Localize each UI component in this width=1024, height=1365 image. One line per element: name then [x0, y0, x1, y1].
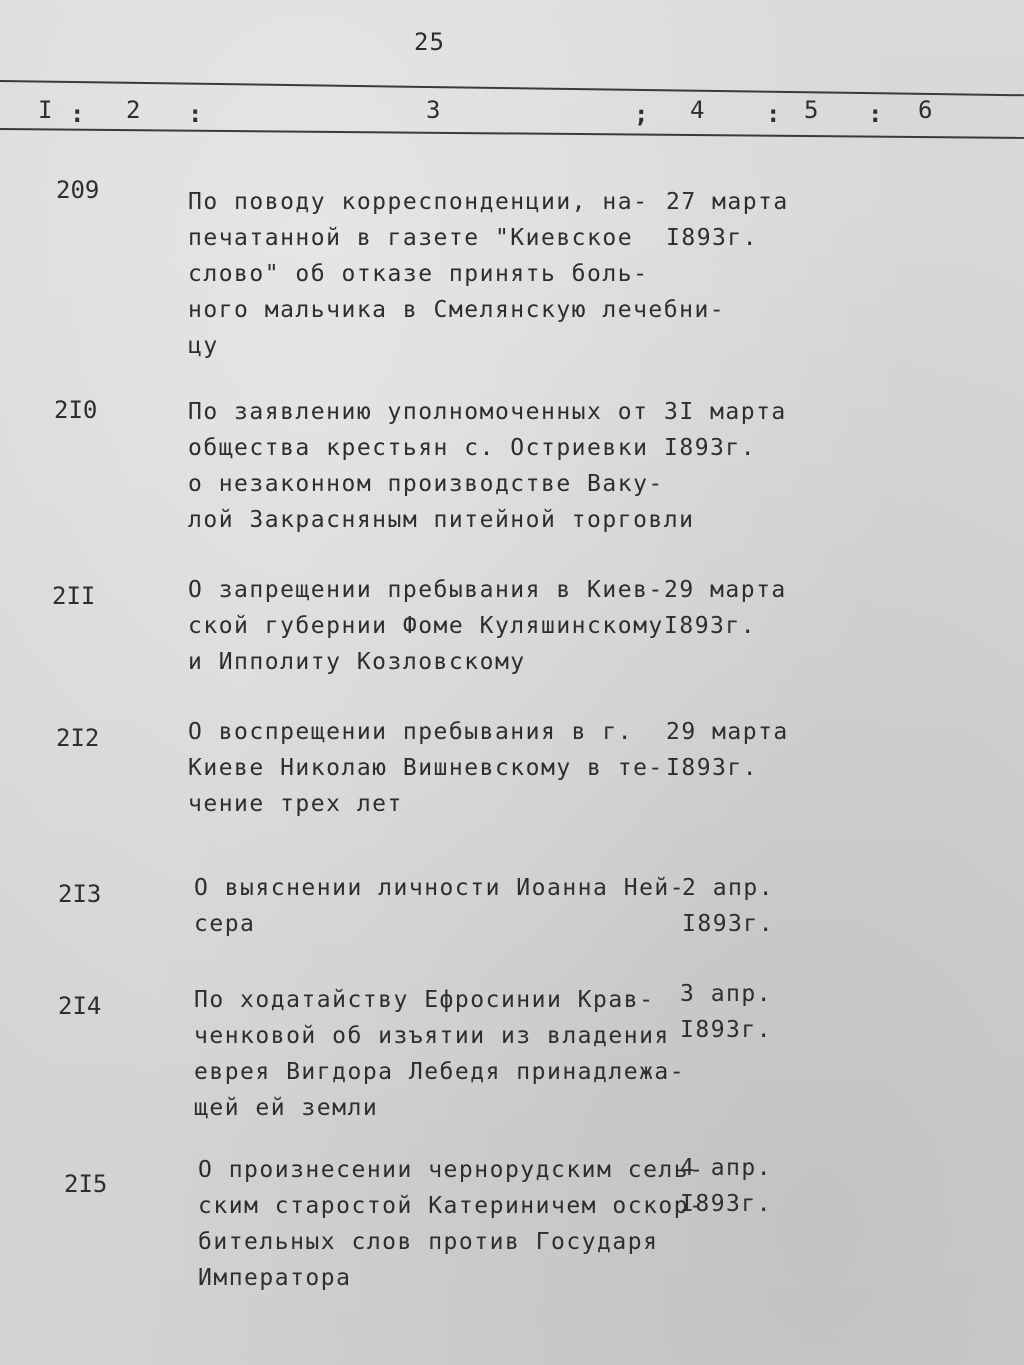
entry-date: 29 марта I893г. — [666, 719, 789, 781]
column-separator: : — [188, 100, 203, 128]
header-rule-bottom — [0, 128, 1024, 139]
entry-description: О запрещении пребывания в Киев- ской губернии Фоме Куляшинскому и Ипполиту Козловскому — [188, 577, 664, 675]
entry-description: О воспрещении пребывания в г. Киеве Николаю Вишневскому в те- чение трех лет — [188, 719, 664, 817]
entry-description: По заявлению уполномоченных от общества крестьян с. Остриевки о незаконном производстве Ваку- лой Закрасняным питейной торговли — [188, 399, 695, 533]
entry-description: По ходатайству Ефросинии Крав- ченковой об изъятии из владения еврея Вигдора Лебедя принадлежа- щей ей земли — [194, 987, 686, 1121]
column-header-4: 4 — [690, 96, 705, 124]
entry-number: 2I5 — [64, 1170, 108, 1198]
column-separator: : — [70, 100, 85, 128]
column-header-2: 2 — [126, 96, 141, 124]
entry-number: 2I4 — [58, 992, 102, 1020]
entry-description: О произнесении чернорудским сель- ским старостой Катериничем оскор- бительных слов против Государя Императора — [198, 1157, 705, 1291]
column-separator: : — [766, 100, 781, 128]
entry-number: 2I0 — [54, 396, 98, 424]
column-separator: ; — [634, 100, 649, 128]
entry-description: О выяснении личности Иоанна Ней- сера — [194, 875, 686, 937]
entry-date: 3 апр. I893г. — [680, 981, 773, 1043]
entry-number: 2II — [52, 582, 96, 610]
entry-number: 2I3 — [58, 880, 102, 908]
entry-number: 209 — [56, 176, 100, 204]
column-header-3: 3 — [426, 96, 441, 124]
page-number: 25 — [414, 28, 445, 56]
column-header-1: I — [38, 96, 53, 124]
entry-description: По поводу корреспонденции, на- печатанной в газете "Киевское слово" об отказе принять боль- ного мальчика в Смелянскую лечебни- цу — [188, 189, 726, 359]
column-header-6: 6 — [918, 96, 933, 124]
header-rule-top — [0, 80, 1024, 96]
entry-date: 29 марта I893г. — [664, 577, 787, 639]
column-separator: : — [868, 100, 883, 128]
entry-date: 4 апр. I893г. — [680, 1155, 773, 1217]
entry-date: 2 апр. I893г. — [682, 875, 775, 937]
column-header-5: 5 — [804, 96, 819, 124]
entry-date: 3I марта I893г. — [664, 399, 787, 461]
entry-number: 2I2 — [56, 724, 100, 752]
entry-date: 27 марта I893г. — [666, 189, 789, 251]
